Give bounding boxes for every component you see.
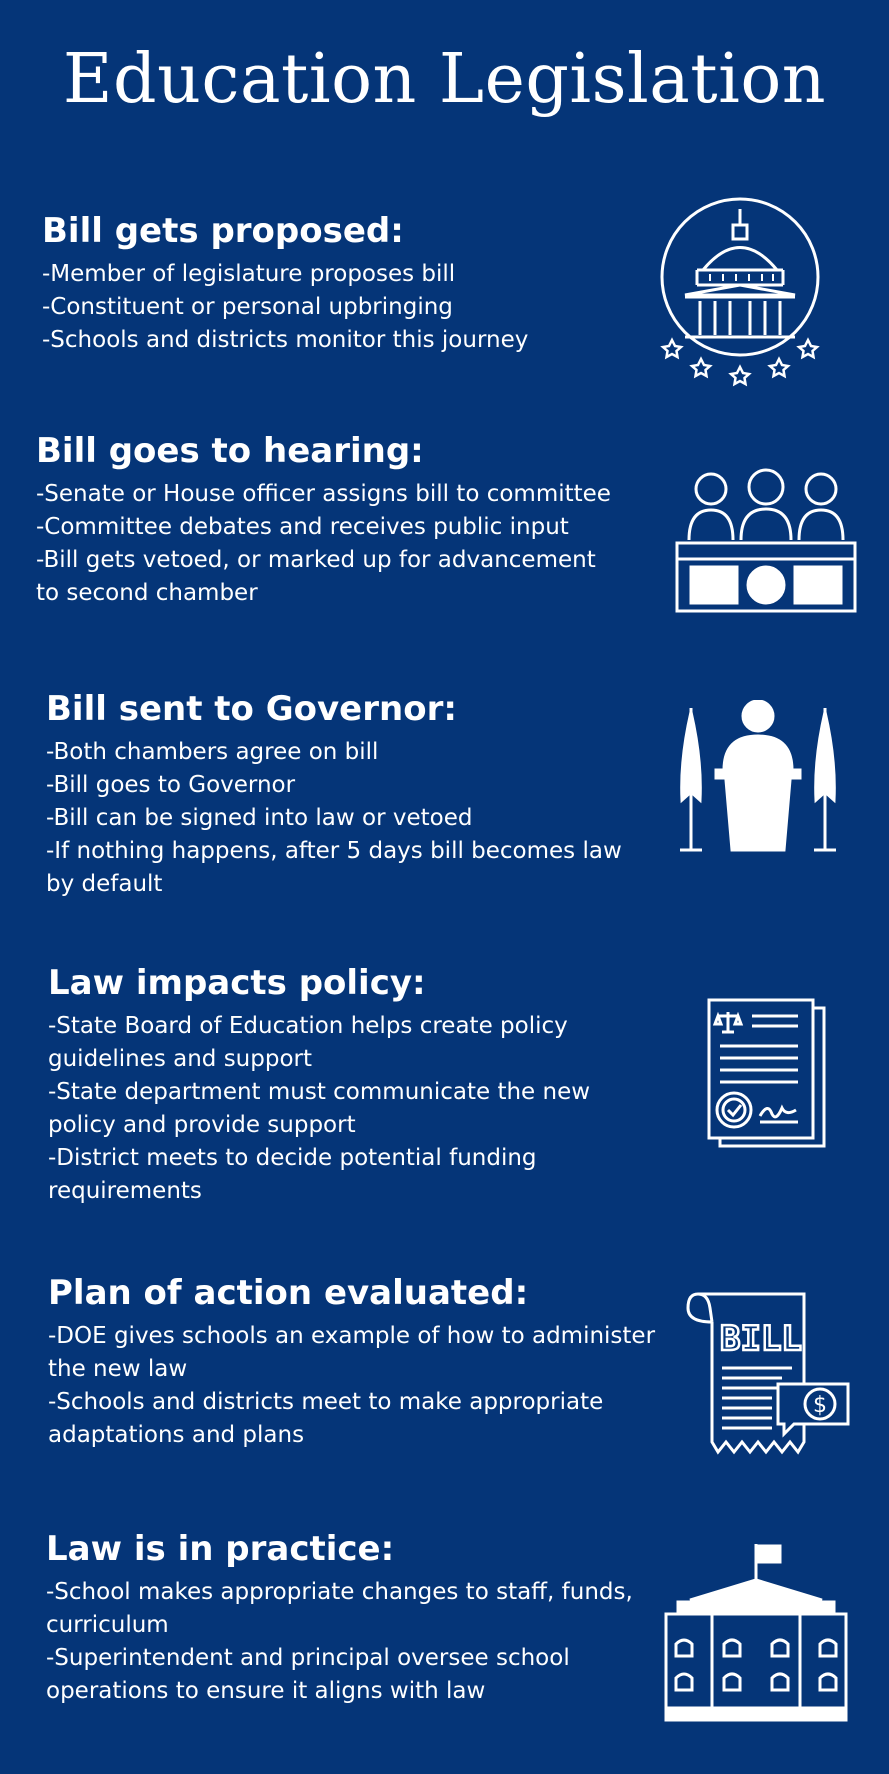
section-line: curriculum bbox=[46, 1612, 169, 1638]
section-bill-proposed bbox=[42, 210, 662, 357]
section-line: -Constituent or personal upbringing bbox=[42, 294, 453, 320]
section-line: -District meets to decide potential funding bbox=[48, 1145, 537, 1171]
section-line: -State Board of Education helps create policy bbox=[48, 1013, 568, 1039]
section-line: the new law bbox=[48, 1356, 188, 1382]
page-title: Education Legislation bbox=[62, 40, 827, 119]
section-plan-of-action bbox=[48, 1272, 688, 1452]
section-line: -Committee debates and receives public input bbox=[36, 514, 569, 540]
section-line: -Schools and districts monitor this journey bbox=[42, 327, 529, 353]
capitol-dome-icon bbox=[655, 195, 825, 390]
committee-panel-icon bbox=[675, 465, 857, 615]
legal-document-icon bbox=[706, 998, 830, 1150]
svg-text:BILL: BILL bbox=[720, 1319, 802, 1359]
section-line: requirements bbox=[48, 1178, 202, 1204]
section-heading: Law impacts policy: bbox=[48, 963, 426, 1003]
section-line: -Bill gets vetoed, or marked up for advancement bbox=[36, 547, 596, 573]
section-bill-hearing bbox=[36, 430, 676, 610]
section-heading: Bill gets proposed: bbox=[42, 211, 404, 251]
section-line: -Member of legislature proposes bill bbox=[42, 261, 456, 287]
section-line: operations to ensure it aligns with law bbox=[46, 1678, 486, 1704]
podium-speaker-icon bbox=[672, 700, 844, 856]
section-line: guidelines and support bbox=[48, 1046, 313, 1072]
section-line: -Bill can be signed into law or vetoed bbox=[46, 805, 473, 831]
section-line: to second chamber bbox=[36, 580, 258, 606]
section-bill-governor bbox=[46, 688, 686, 901]
school-building-icon bbox=[664, 1540, 848, 1724]
bill-receipt-icon bbox=[686, 1292, 852, 1460]
section-line: adaptations and plans bbox=[48, 1422, 305, 1448]
section-line: -Both chambers agree on bill bbox=[46, 739, 379, 765]
section-law-in-practice bbox=[46, 1528, 686, 1708]
section-heading: Bill goes to hearing: bbox=[36, 431, 424, 471]
section-heading: Plan of action evaluated: bbox=[48, 1273, 529, 1313]
section-line: by default bbox=[46, 871, 163, 897]
section-line: -State department must communicate the new bbox=[48, 1079, 591, 1105]
section-line: -School makes appropriate changes to staff, funds, bbox=[46, 1579, 633, 1605]
section-heading: Bill sent to Governor: bbox=[46, 689, 457, 729]
section-line: -DOE gives schools an example of how to administer bbox=[48, 1323, 656, 1349]
section-line: -Schools and districts meet to make appropriate bbox=[48, 1389, 604, 1415]
section-heading: Law is in practice: bbox=[46, 1529, 395, 1569]
section-line: -If nothing happens, after 5 days bill becomes law bbox=[46, 838, 622, 864]
section-line: -Senate or House officer assigns bill to committee bbox=[36, 481, 611, 507]
section-line: -Superintendent and principal oversee school bbox=[46, 1645, 570, 1671]
svg-text:$: $ bbox=[813, 1393, 827, 1418]
section-line: -Bill goes to Governor bbox=[46, 772, 296, 798]
section-law-impacts-policy bbox=[48, 962, 688, 1208]
section-line: policy and provide support bbox=[48, 1112, 356, 1138]
